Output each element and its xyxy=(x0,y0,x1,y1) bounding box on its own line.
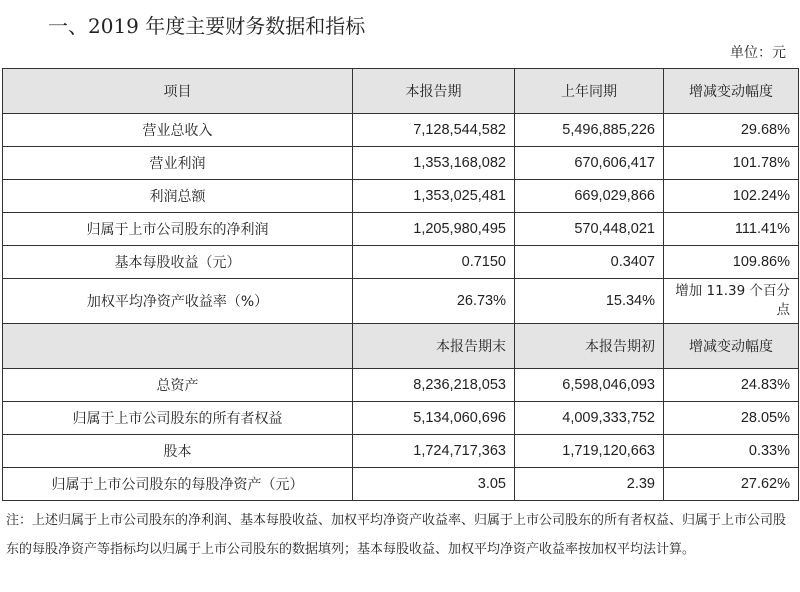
cell: 6,598,046,093 xyxy=(515,369,664,402)
row-label: 营业利润 xyxy=(3,147,353,180)
header-item: 项目 xyxy=(3,69,353,114)
table-row xyxy=(3,114,799,147)
cell: 1,724,717,363 xyxy=(353,435,515,468)
row-label: 归属于上市公司股东的每股净资产（元） xyxy=(3,468,353,501)
table-row xyxy=(3,402,799,435)
cell: 670,606,417 xyxy=(515,147,664,180)
cell: 24.83% xyxy=(664,369,799,402)
cell: 5,134,060,696 xyxy=(353,402,515,435)
subheader-end: 本报告期末 xyxy=(353,324,515,369)
cell: 109.86% xyxy=(664,246,799,279)
unit-label: 单位：元 xyxy=(730,45,786,61)
table-row xyxy=(3,246,799,279)
subheader-begin: 本报告期初 xyxy=(515,324,664,369)
cell: 增加 11.39 个百分点 xyxy=(664,279,799,324)
row-label: 基本每股收益（元） xyxy=(3,246,353,279)
cell: 0.3407 xyxy=(515,246,664,279)
header-change: 增减变动幅度 xyxy=(664,69,799,114)
cell: 111.41% xyxy=(664,213,799,246)
section-title: 一、2019 年度主要财务数据和指标 xyxy=(48,14,366,38)
row-label: 股本 xyxy=(3,435,353,468)
table-header xyxy=(3,69,799,114)
table-row xyxy=(3,468,799,501)
subheader-change: 增减变动幅度 xyxy=(664,324,799,369)
cell: 1,353,025,481 xyxy=(353,180,515,213)
financial-table xyxy=(2,68,799,501)
header-prior: 上年同期 xyxy=(515,69,664,114)
cell: 101.78% xyxy=(664,147,799,180)
table-row xyxy=(3,213,799,246)
cell: 7,128,544,582 xyxy=(353,114,515,147)
cell: 669,029,866 xyxy=(515,180,664,213)
subheader-item xyxy=(3,324,353,369)
row-label: 利润总额 xyxy=(3,180,353,213)
cell: 0.33% xyxy=(664,435,799,468)
cell: 102.24% xyxy=(664,180,799,213)
header-current: 本报告期 xyxy=(353,69,515,114)
cell: 27.62% xyxy=(664,468,799,501)
cell: 1,719,120,663 xyxy=(515,435,664,468)
row-label: 加权平均净资产收益率（%） xyxy=(3,279,353,324)
row-label: 归属于上市公司股东的净利润 xyxy=(3,213,353,246)
cell: 29.68% xyxy=(664,114,799,147)
cell: 26.73% xyxy=(353,279,515,324)
cell: 1,205,980,495 xyxy=(353,213,515,246)
cell: 4,009,333,752 xyxy=(515,402,664,435)
cell: 5,496,885,226 xyxy=(515,114,664,147)
cell: 8,236,218,053 xyxy=(353,369,515,402)
table-row xyxy=(3,435,799,468)
table-row xyxy=(3,279,799,324)
cell: 0.7150 xyxy=(353,246,515,279)
cell: 3.05 xyxy=(353,468,515,501)
cell: 2.39 xyxy=(515,468,664,501)
row-label: 营业总收入 xyxy=(3,114,353,147)
table-subheader xyxy=(3,324,799,369)
cell: 1,353,168,082 xyxy=(353,147,515,180)
row-label: 归属于上市公司股东的所有者权益 xyxy=(3,402,353,435)
row-label: 总资产 xyxy=(3,369,353,402)
cell: 570,448,021 xyxy=(515,213,664,246)
cell: 28.05% xyxy=(664,402,799,435)
table-row xyxy=(3,180,799,213)
table-row xyxy=(3,147,799,180)
table-row xyxy=(3,369,799,402)
footnote: 注：上述归属于上市公司股东的净利润、基本每股收益、加权平均净资产收益率、归属于上市公司股东的所有者权益、归属于上市公司股东的每股净资产等指标均以归属于上市公司股东的数据填列；基本每股收益、加权平均净资产收益率按加权平均法计算。 xyxy=(6,513,787,557)
cell: 15.34% xyxy=(515,279,664,324)
